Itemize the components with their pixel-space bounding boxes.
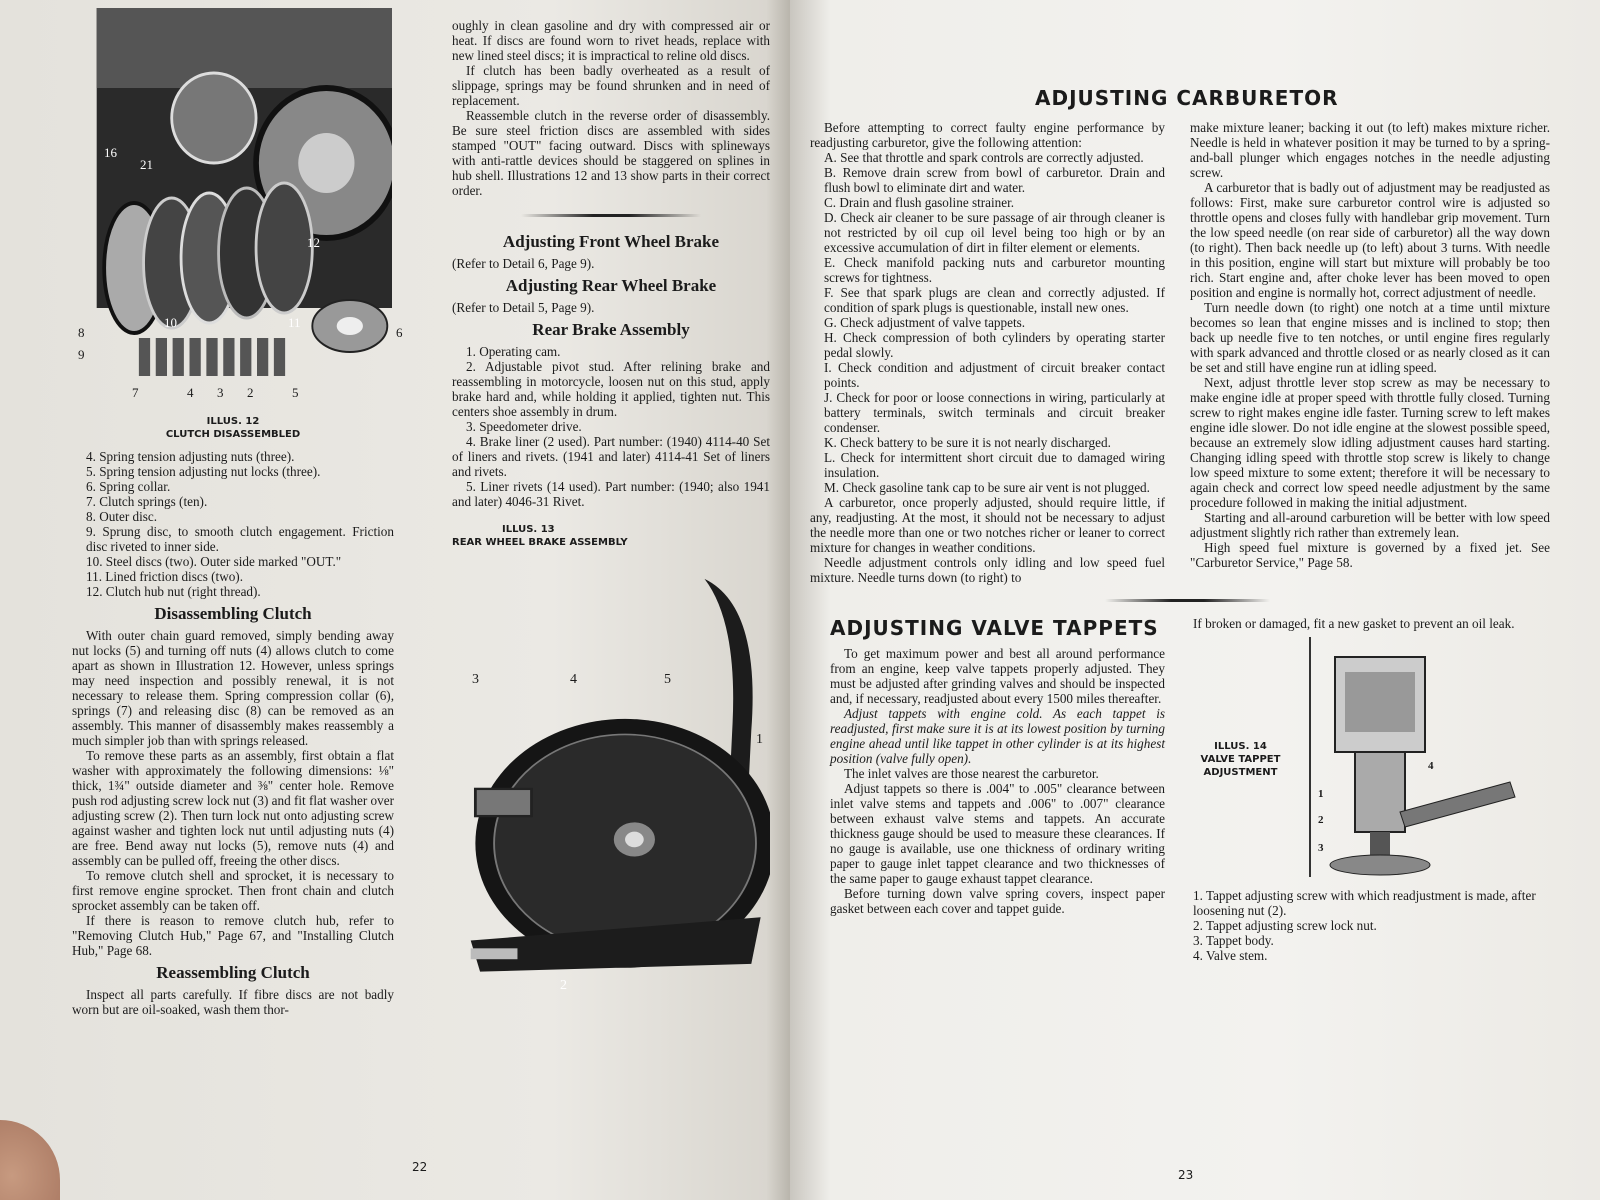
paragraph: Inspect all parts carefully. If fibre discs are not badly worn but are oil-soaked, wash them thor- [72,987,394,1017]
paragraph: To remove these parts as an assembly, first obtain a flat washer with approximately the following dimensions: ⅛" thick, 1¾" outside diameter and ⅜" center hole. Remove push rod adjusting screw lock nut (3) and fit flat washer over adjusting screw (2). Then turn lock nut onto adjusting screw against washer and tighten lock nut until adjusting nuts (4) are free. Bend away nut locks (5), remove nuts (4) and assembly can be pulled off, freeing the other discs. [72,748,394,868]
illus14-row [1193,637,1538,882]
paragraph: To get maximum power and best all around performance from an engine, keep valve tappets properly adjusted. They must be adjusted after grinding valves and should be inspected and, if necessary, readjusted about every 1500 miles thereafter. [830,646,1165,706]
callout-21: 21 [140,157,153,172]
rear-item-5: 5. Liner rivets (14 used). Part number: (1940; also 1941 and later) 4046-31 Rivet. [452,479,770,509]
checklist-item: H. Check compression of both cylinders by operating starter pedal slowly. [824,330,1165,360]
legend-item: 2. Tappet adjusting screw lock nut. [1193,918,1377,933]
part-7: 7. Clutch springs (ten). [86,494,208,509]
illus12-title: CLUTCH DISASSEMBLED [165,429,301,440]
tappet-drawing [1300,637,1520,882]
disassembling-heading: Disassembling Clutch [154,604,312,623]
right-page-content [810,86,1570,963]
illus13-caption [452,523,770,549]
gasket-note: If broken or damaged, fit a new gasket to prevent an oil leak. [1193,616,1515,631]
right-page [790,0,1600,1200]
left-page-column-2 [452,18,770,995]
rear-item-1: 1. Operating cam. [466,344,561,359]
callout-5: 5 [664,672,671,687]
legend-item: 3. Tappet body. [1193,933,1274,948]
rear-item-4: 4. Brake liner (2 used). Part number: (1940) 4114-40 Set of liners and rivets. (1941 and later) 4114-41 Set of liners and rivets. [452,434,770,479]
callout-2: 2 [560,978,567,993]
clutch-continued [452,18,770,198]
checklist-item: A. See that throttle and spark controls are correctly adjusted. [824,150,1144,165]
paragraph: A carburetor that is badly out of adjustment may be readjusted as follows: First, make sure carburetor control wire is adjusted so throttle opens and closes fully with handlebar grip movement. Turn the low speed needle (on rear side of carburetor) all the way down (to right). Then back needle up (to left) about 3 turns. With needle in this position, engine will start but mixture will probably be too rich. Start engine and, after choke lever has been moved to open position and engine is normally hot, correct adjustment of needle. [1190,180,1550,300]
checklist-item: J. Check for poor or loose connections in wiring, particularly at battery terminals, switch terminals and circuit breaker condenser. [824,390,1165,435]
paragraph: Adjust tappets so there is .004" to .005" clearance between inlet valve stems and tappets and .006" to .007" clearance between exhaust valve stems and tappets. An accurate thickness gauge should be used to measure these clearances. If no gauge is available, use one thickness of ordinary writing paper to gauge inlet tappet clearance and two thicknesses of the same paper to gauge exhaust tappet clearance. [830,781,1165,886]
illus13-number: ILLUS. 13 [502,524,555,535]
legend-item: 4. Valve stem. [1193,948,1268,963]
front-brake-heading: Adjusting Front Wheel Brake [502,232,720,251]
callout-4: 4 [187,385,194,400]
checklist-item: D. Check air cleaner to be sure passage of air through cleaner is not restricted by oil cup oil level being too high or by an excessive accumulation of dirt in filter element or elements. [824,210,1165,255]
paragraph: Adjust tappets with engine cold. As each tappet is readjusted, first make sure it is at its lowest position by turning engine ahead until like tappet in other cylinder is at its highest position (valve fully open). [830,706,1165,766]
callout-8: 8 [78,325,85,340]
tappet-legend [1193,888,1538,963]
callout-7: 7 [132,385,139,400]
tappets-section [810,616,1570,963]
part-4: 4. Spring tension adjusting nuts (three). [86,449,295,464]
clutch-parts-drawing [92,8,392,403]
part-5: 5. Spring tension adjusting nut locks (three). [86,464,321,479]
checklist-item: G. Check adjustment of valve tappets. [824,315,1026,330]
paragraph: Turn needle down (to right) one notch at a time until mixture becomes so lean that engine misses and is inclined to stop; then back up needle five to ten notches, or until engine fires regularly with spark advanced and throttle closed or as nearly closed as it can be set and still have engine run at idling speed. [1190,300,1550,375]
paragraph: make mixture leaner; backing it out (to left) makes mixture richer. Needle is held in whatever position it may be turned to by a spring-and-ball plunger which engages notches in the needle adjusting screw. [1190,120,1550,180]
checklist-item: L. Check for intermittent short circuit due to damaged wiring insulation. [824,450,1165,480]
tappets-left [810,616,1165,963]
part-12: 12. Clutch hub nut (right thread). [86,584,261,599]
paragraph: To remove clutch shell and sprocket, it is necessary to first remove engine sprocket. Then front chain and clutch sprocket assembly can be taken off. [72,868,394,913]
clutch-disassembled-illustration [78,8,412,403]
checklist-item: F. See that spark plugs are clean and correctly adjusted. If condition of spark plugs is questionable, install new ones. [824,285,1165,315]
paragraph: Starting and all-around carburetion will be better with low speed adjustment slightly rich rather than extremely lean. [1190,510,1550,540]
paragraph: If there is reason to remove clutch hub, refer to "Removing Clutch Hub," Page 67, and "Installing Clutch Hub," Page 68. [72,913,394,958]
checklist-item: C. Drain and flush gasoline strainer. [824,195,1015,210]
part-6: 6. Spring collar. [86,479,171,494]
paragraph: Next, adjust throttle lever stop screw as may be necessary to make engine idle at proper speed with throttle fully closed. Turning screw to right makes engine idle faster. Turning screw to left makes engine idle slower. Do not idle engine at the slowest possible speed, because an extremely slow idling adjustment causes hard starting. Changing idling speed with throttle stop screw is likely to change low speed mixture to some extent; therefore it will be necessary to again check and correct low speed needle adjustment by the same procedure followed in making the initial adjustment. [1190,375,1550,510]
divider [1105,599,1270,602]
thumb [0,1120,60,1200]
rear-item-3: 3. Speedometer drive. [466,419,582,434]
paragraph: Reassemble clutch in the reverse order of disassembly. Be sure steel friction discs are assembled with sides stamped "OUT" facing outward. Discs with splineways with anti-rattle devices should be staggered on splines in hub shell. Illustrations 12 and 13 show parts in their correct order. [452,108,770,198]
checklist-item: I. Check condition and adjustment of circuit breaker contact points. [824,360,1165,390]
carburetor-col1 [810,120,1165,585]
paragraph: Needle adjustment controls only idling and low speed fuel mixture. Needle turns down (to right) to [810,555,1165,585]
part-11: 11. Lined friction discs (two). [86,569,243,584]
callout-11: 11 [288,315,301,330]
callout-2: 2 [1318,814,1324,826]
tappets-heading: ADJUSTING VALVE TAPPETS [830,616,1159,640]
callout-4: 4 [570,672,577,687]
rear-item-2: 2. Adjustable pivot stud. After relining brake and reassembling in motorcycle, loosen nut on this stud, apply brake hard and, while holding it applied, tighten nut. This centers shoe assembly in drum. [452,359,770,419]
carburetor-heading: ADJUSTING CARBURETOR [1035,86,1339,110]
brake-drawing [452,575,770,995]
legend-item: 1. Tappet adjusting screw with which readjustment is made, after loosening nut (2). [1193,888,1536,918]
paragraph: High speed fuel mixture is governed by a fixed jet. See "Carburetor Service," Page 58. [1190,540,1550,570]
illus14-number: ILLUS. 14 [1214,741,1267,752]
rear-assembly-heading: Rear Brake Assembly [532,320,690,339]
page-number: 22 [412,1160,428,1174]
checklist-item: B. Remove drain screw from bowl of carburetor. Drain and flush bowl to eliminate dirt and water. [824,165,1165,195]
carburetor-col2 [1190,120,1550,585]
callout-5: 5 [292,385,299,400]
illus13-title: REAR WHEEL BRAKE ASSEMBLY [452,537,628,548]
page-number: 23 [1178,1168,1194,1182]
brake-section [452,227,770,509]
reassembling-heading: Reassembling Clutch [156,963,310,982]
left-column [72,449,394,1017]
part-9: 9. Sprung disc, to smooth clutch engagement. Friction disc riveted to inner side. [86,524,394,554]
divider [521,214,701,217]
tappets-right [1193,616,1538,963]
callout-12: 12 [307,235,320,250]
rear-brake-heading: Adjusting Rear Wheel Brake [505,276,717,295]
callout-3: 3 [1318,842,1324,854]
paragraph: The inlet valves are those nearest the carburetor. [844,766,1099,781]
part-10: 10. Steel discs (two). Outer side marked "OUT." [86,554,342,569]
paragraph: oughly in clean gasoline and dry with compressed air or heat. If discs are found worn to rivet heads, replace with new lined steel discs; it is impractical to reline old discs. [452,18,770,63]
left-page-column-1 [72,8,403,1017]
illus14-caption [1193,740,1288,779]
callout-3: 3 [472,672,479,687]
callout-16: 16 [104,145,117,160]
illus14-title: VALVE TAPPET ADJUSTMENT [1200,754,1281,778]
checklist-item: M. Check gasoline tank cap to be sure air vent is not plugged. [824,480,1150,495]
callout-10: 10 [164,315,177,330]
tappets-text [830,646,1165,916]
part-8: 8. Outer disc. [86,509,158,524]
paragraph: Before attempting to correct faulty engine performance by readjusting carburetor, give the following attention: [810,120,1165,150]
callout-3: 3 [217,385,224,400]
carburetor-columns [810,120,1570,585]
rear-brake-illustration [452,555,770,995]
paragraph: If clutch has been badly overheated as a result of slippage, springs may be found shrunken and in need of replacement. [452,63,770,108]
paragraph: Before turning down valve spring covers, inspect paper gasket between each cover and tappet guide. [830,886,1165,916]
illus12-number: ILLUS. 12 [206,416,260,427]
left-page [0,0,790,1200]
valve-tappet-illustration [1300,637,1520,882]
paragraph: A carburetor, once properly adjusted, should require little, if any, readjusting. At the most, it should not be necessary to adjust the needle more than one or two notches richer or leaner to correct mixture for changes in weather conditions. [810,495,1165,555]
callout-6: 6 [396,325,403,340]
callout-1: 1 [1318,788,1324,800]
paragraph: With outer chain guard removed, simply bending away nut locks (5) and turning off nuts (4) allows clutch to come apart as shown in Illustration 12. However, unless springs may need inspection and possibly renewal, it is not necessary to release them. Spring compression collar (6), springs (7) and releasing disc (8) can be removed as an assembly. This manner of disassembly makes reassembly a much simpler job than with springs released. [72,628,394,748]
callout-1: 1 [756,732,763,747]
checklist-item: E. Check manifold packing nuts and carburetor mounting screws for tightness. [824,255,1165,285]
callout-4: 4 [1428,760,1434,772]
front-brake-ref: (Refer to Detail 6, Page 9). [452,256,595,271]
callout-9: 9 [78,347,85,362]
checklist-item: K. Check battery to be sure it is not nearly discharged. [824,435,1111,450]
callout-2: 2 [247,385,254,400]
rear-brake-ref: (Refer to Detail 5, Page 9). [452,300,595,315]
illus12-caption [72,415,394,441]
